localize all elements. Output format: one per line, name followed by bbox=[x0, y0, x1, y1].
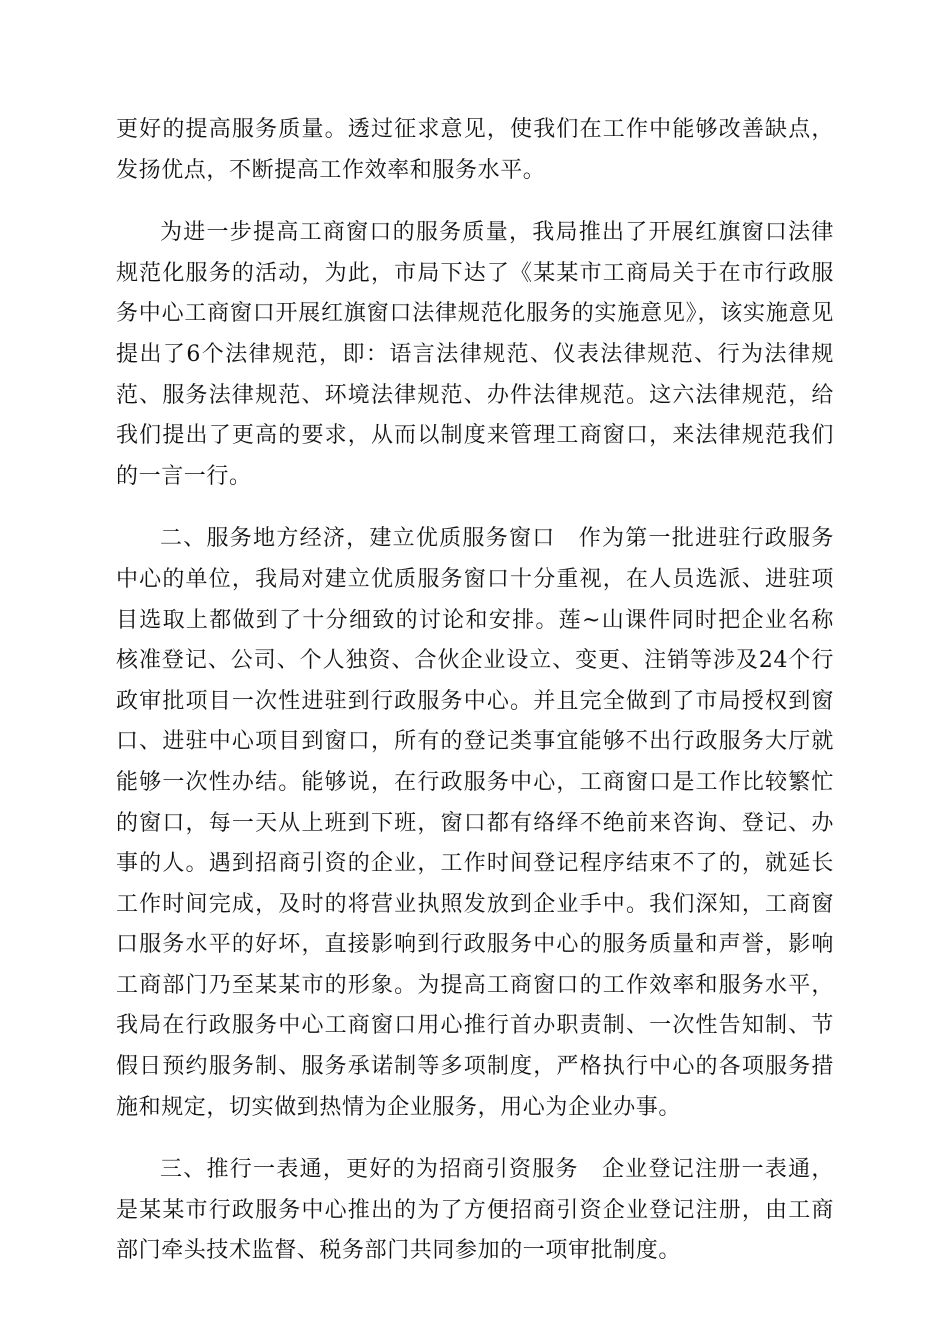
document-body bbox=[116, 110, 834, 1294]
paragraph-3: 二、服务地方经济，建立优质服务窗口 作为第一批进驻行政服务中心的单位，我局对建立优质服务窗口十分重视，在人员选派、进驻项目选取上都做到了十分细致的讨论和安排。莲~山课件同时把企业名称核准登记、公司、个人独资、合伙企业设立、变更、注销等涉及24个行政审批项目一次性进驻到行政服务中心。并且完全做到了市局授权到窗口、进驻中心项目到窗口，所有的登记类事宜能够不出行政服务大厅就能够一次性办结。能够说，在行政服务中心，工商窗口是工作比较繁忙的窗口，每一天从上班到下班，窗口都有络绎不绝前来咨询、登记、办事的人。遇到招商引资的企业，工作时间登记程序结束不了的，就延长工作时间完成，及时的将营业执照发放到企业手中。我们深知，工商窗口服务水平的好坏，直接影响到行政服务中心的服务质量和声誉，影响工商部门乃至某某市的形象。为提高工商窗口的工作效率和服务水平，我局在行政服务中心工商窗口用心推行首办职责制、一次性告知制、节假日预约服务制、服务承诺制等多项制度，严格执行中心的各项服务措施和规定，切实做到热情为企业服务，用心为企业办事。 bbox=[116, 526, 834, 1120]
paragraph-4: 三、推行一表通，更好的为招商引资服务 企业登记注册一表通，是某某市行政服务中心推出的为了方便招商引资企业登记注册，由工商部门牵头技术监督、税务部门共同参加的一项审批制度。 bbox=[116, 1157, 834, 1264]
paragraph-1: 更好的提高服务质量。透过征求意见，使我们在工作中能够改善缺点，发扬优点，不断提高工作效率和服务水平。 bbox=[116, 117, 834, 183]
paragraph-2: 为进一步提高工商窗口的服务质量，我局推出了开展红旗窗口法律规范化服务的活动，为此，市局下达了《某某市工商局关于在市行政服务中心工商窗口开展红旗窗口法律规范化服务的实施意见》，该实施意见提出了6个法律规范，即：语言法律规范、仪表法律规范、行为法律规范、服务法律规范、环境法律规范、办件法律规范。这六法律规范，给我们提出了更高的要求，从而以制度来管理工商窗口，来法律规范我们的一言一行。 bbox=[116, 220, 834, 489]
